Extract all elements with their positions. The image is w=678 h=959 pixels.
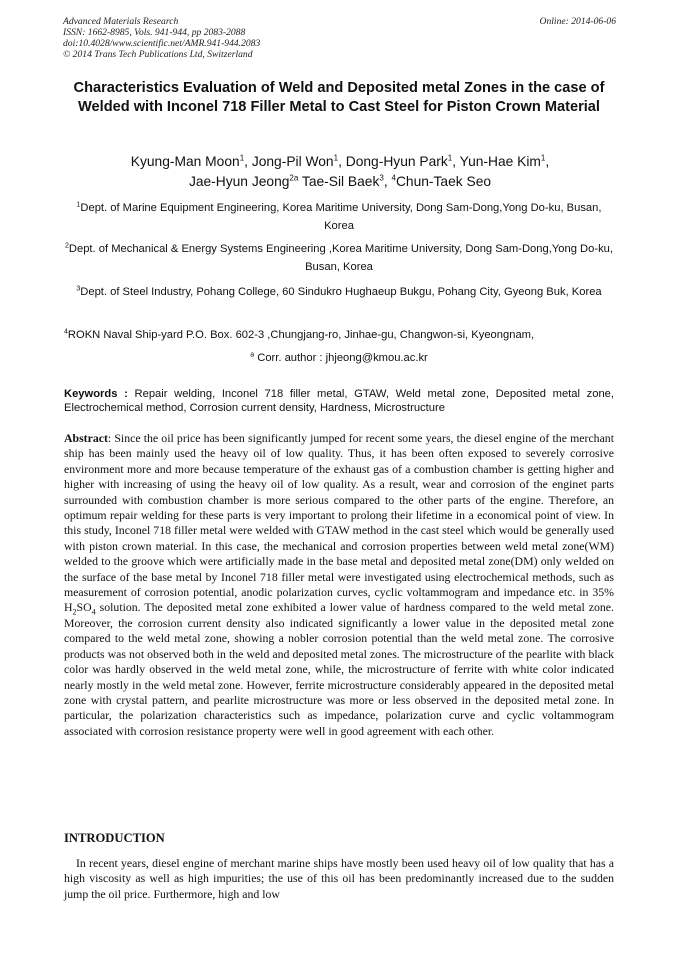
author: Kyung-Man Moon$^1$, xyxy=(130,153,252,169)
introduction-heading: INTRODUCTION xyxy=(64,831,165,845)
journal-header xyxy=(63,16,616,60)
affiliation-3: $^3$Dept. of Steel Industry, Pohang College, 60 Sindukro Hughaeup Bukgu, Pohang City, Gyeong Buk, Korea xyxy=(76,285,602,298)
keywords-label: Keywords : xyxy=(64,388,128,400)
issn-line: ISSN: 1662-8985, Vols. 941-944, pp 2083-2088 xyxy=(63,27,246,38)
affiliation-2: $^2$Dept. of Mechanical & Energy Systems Engineering ,Korea Maritime University, Dong Sam-Dong,Yong Do-ku, Busan, Korea xyxy=(65,242,613,273)
introduction-text: In recent years, diesel engine of merchant marine ships have mostly been used heavy oil of low quality that has a high viscosity as well as high impurities; the use of this oil has been predominantly increased due to the sudden jump the oil price. Furthermore, high and low xyxy=(64,856,614,901)
corresponding-author: $^a$ Corr. author : jhjeong@kmou.ac.kr xyxy=(250,351,428,364)
author: Yun-Hae Kim$^1$, xyxy=(459,153,550,169)
online-date: Online: 2014-06-06 xyxy=(539,16,616,27)
paper-title: Characteristics Evaluation of Weld and Deposited metal Zones in the case of Welded with Inconel 718 Filler Metal to Cast Steel for Piston Crown Material xyxy=(73,80,605,115)
author: Jong-Pil Won$^1$, xyxy=(251,153,346,169)
author: Dong-Hyun Park$^1$, xyxy=(345,153,460,169)
abstract: Abstract: Since the oil price has been significantly jumped for recent some years, the diesel engine of the merchant ship has been mainly used the heavy oil of low quality. Thus, it has been often exposed to severely corrosive environment more and more because temperature of the exhaust gas of a combustion chamber is getting higher and higher with increasing of using the heavy oil of low quality. As a result, wear and corrosion of the enginet parts surrounded with combustion chamber is more serious compared to the other parts of the engine. Therefore, an optimum repair welding for these parts is very important to prolong their lifetime in a economical point of view. In this study, Inconel 718 filler metal were welded with GTAW method in the cast steel which would be generally used with piston crown material. In this case, the mechanical and corrosion properties between weld metal zone(WM) welded to the groove which were artificially made in the base metal and deposited metal zone(DM) only welded on the surface of the base metal by Inconel 718 filler metal were investigated using electrochemical methods, such as measurement of corrosion potential, anodic polarization curves, cyclic voltammogram and impedance etc. in 35% $H_2SO_4$ solution. The deposited metal zone exhibited a lower value of hardness compared to the weld metal zone. Moreover, the corrosion current density also indicated significantly a lower value in the deposited metal zone compared to the weld metal zone, showing a nobler corrosion potential than the weld metal zone. The corrosive products was not observed both in the weld and deposited metal zones. The microstructure of the pearlite with black color was hardly observed in the weld metal zone, while, the microstructure of ferrite with white color indicated nearly mostly in the weld metal zone. However, ferrite microstructure considerably appeared in the deposited metal zone with crystal pattern, and pearlite microstructure was more or less observed in the deposited metal zone. In particular, the polarization characteristics such as impedance, polarization curve and cyclic voltammogram associated with corrosion resistance property were well in good agreement with each other. xyxy=(64,431,614,738)
affiliation-4: $^4$ROKN Naval Ship-yard P.O. Box. 602-3 ,Chungjang-ro, Jinhae-gu, Changwon-si, Kyeongnam, xyxy=(64,328,535,341)
author-list xyxy=(70,152,610,192)
doi-line: doi:10.4028/www.scientific.net/AMR.941-944.2083 xyxy=(63,38,261,49)
author: $^4$Chun-Taek Seo xyxy=(391,173,492,189)
keywords-text: Repair welding, Inconel 718 filler metal, GTAW, Weld metal zone, Deposited metal zone, Electrochemical method, Corrosion current density, Hardness, Microstructure xyxy=(64,388,614,414)
journal-name: Advanced Materials Research xyxy=(63,16,179,27)
copyright-line: © 2014 Trans Tech Publications Ltd, Switzerland xyxy=(63,49,253,60)
abstract-label: Abstract xyxy=(64,431,108,445)
author: Tae-Sil Baek$^3$, xyxy=(301,173,392,189)
keywords xyxy=(64,387,614,415)
author: Jae-Hyun Jeong$^{2a}$ xyxy=(188,173,299,189)
affiliation-1: $^1$Dept. of Marine Equipment Engineering, Korea Maritime University, Dong Sam-Dong,Yong Do-ku, Busan, Korea xyxy=(76,201,602,232)
